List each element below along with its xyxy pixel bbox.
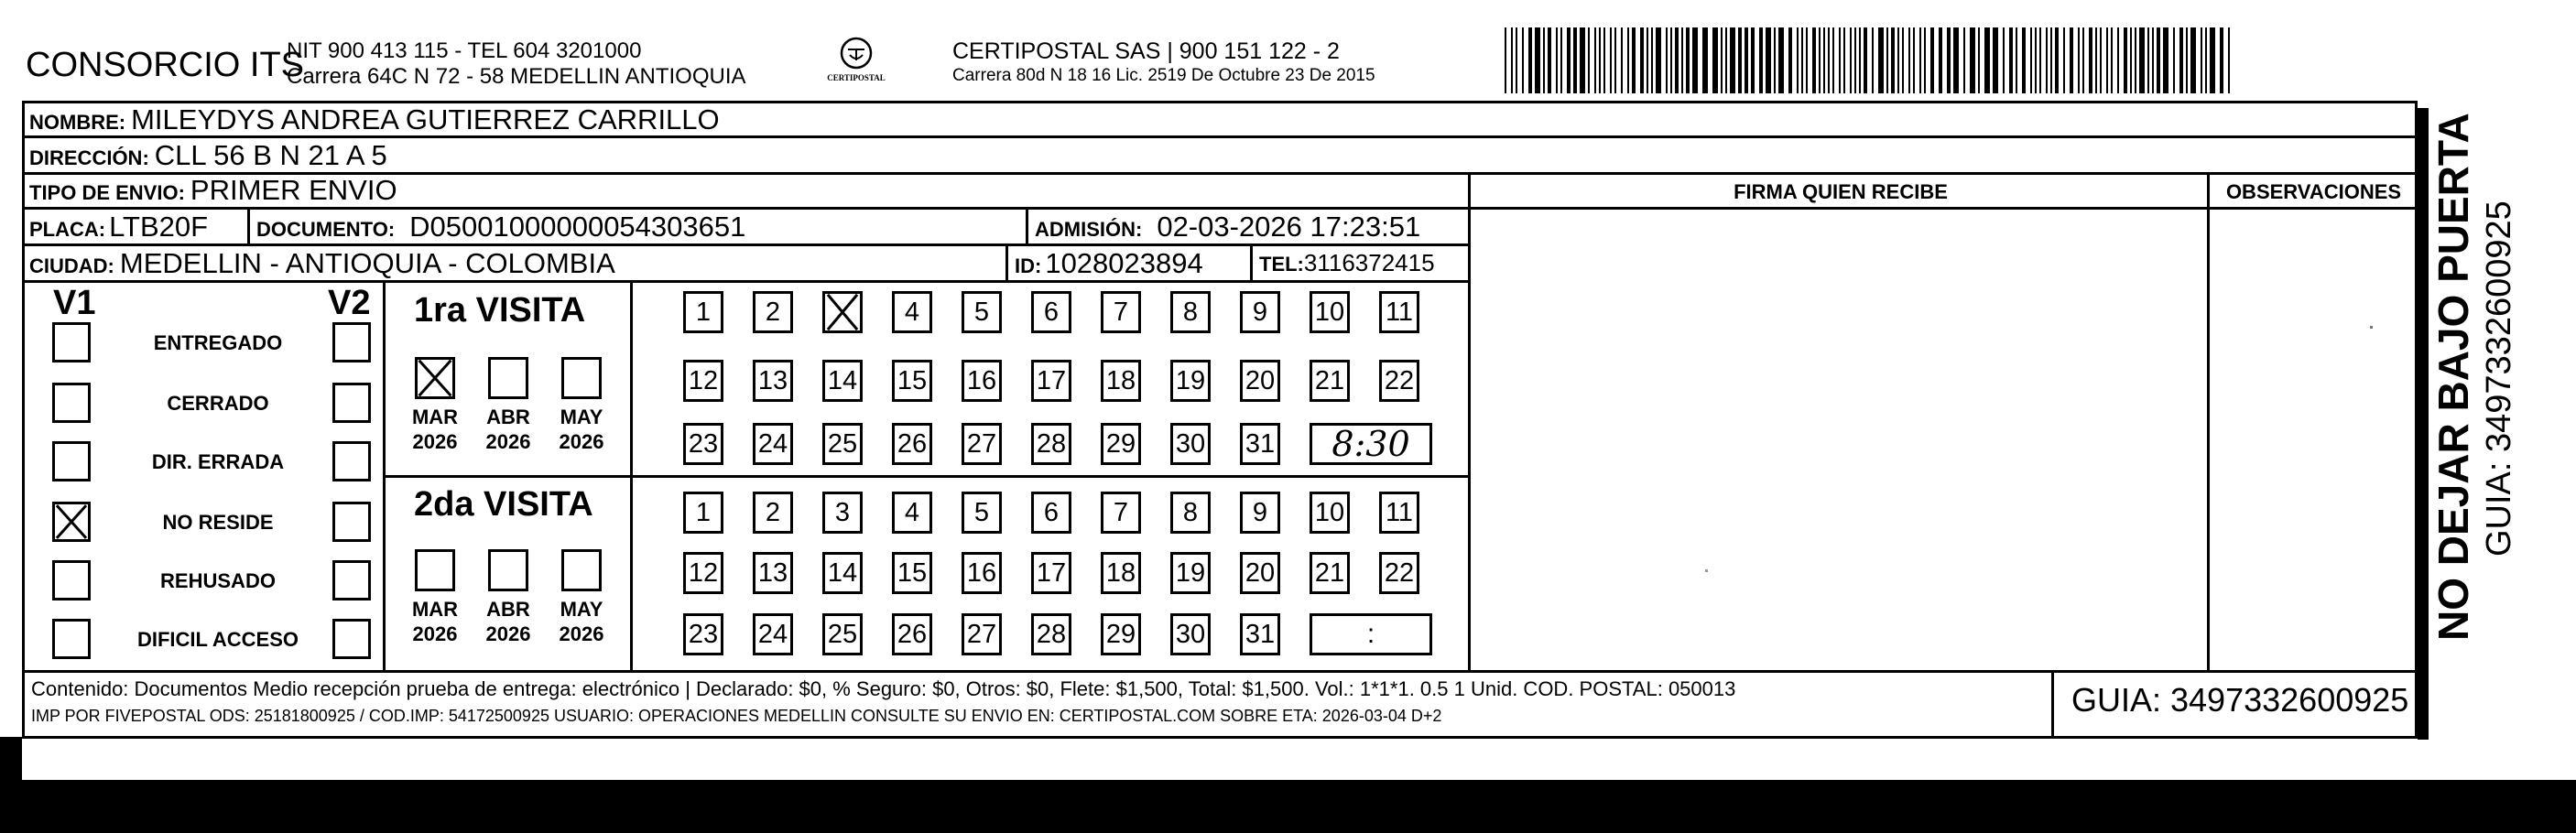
barcode-bar — [1843, 27, 1845, 93]
barcode-bar — [1556, 27, 1558, 93]
id-value: 1028023894 — [1045, 247, 1203, 279]
company-line2: Carrera 64C N 72 - 58 MEDELLIN ANTIOQUIA — [287, 64, 746, 89]
barcode-bar — [1970, 27, 1975, 93]
barcode-bar — [2016, 27, 2017, 93]
barcode-bar — [1913, 27, 1915, 93]
barcode-bar — [1516, 27, 1517, 93]
month-name: MAY — [560, 598, 603, 621]
second-visit-day-box[interactable]: 6 — [1031, 492, 1071, 534]
documento-row — [256, 211, 745, 242]
first-visit-day-box[interactable]: 20 — [1240, 360, 1280, 402]
barcode-bar — [1712, 27, 1718, 93]
barcode-bar — [1599, 27, 1601, 93]
second-visit-day-box[interactable]: 12 — [683, 552, 723, 594]
second-visit-day-box[interactable]: 31 — [1240, 613, 1280, 655]
barcode-bar — [1692, 27, 1698, 93]
second-visit-day-box[interactable]: 19 — [1170, 552, 1211, 594]
carrier-line2: Carrera 80d N 18 16 Lic. 2519 De Octubre 23 De 2015 — [952, 66, 1375, 85]
first-visit-time-field[interactable]: 8:30 — [1310, 423, 1432, 465]
barcode-bar — [2022, 27, 2026, 93]
first-visit-day-box[interactable]: 31 — [1240, 423, 1280, 465]
barcode-bar — [1686, 27, 1690, 93]
barcode-bar — [1751, 27, 1755, 93]
barcode-bar — [2106, 27, 2108, 93]
barcode-bar — [1823, 27, 1825, 93]
second-visit-day-box[interactable]: 18 — [1101, 552, 1141, 594]
direccion-label: DIRECCIÓN: — [29, 146, 149, 169]
nombre-value: MILEYDYS ANDREA GUTIERREZ CARRILLO — [131, 103, 720, 135]
barcode-bar — [2095, 27, 2097, 93]
side-notice: NO DEJAR BAJO PUERTA — [2429, 113, 2477, 641]
barcode-bar — [2124, 27, 2127, 93]
second-visit-day-box[interactable]: 20 — [1240, 552, 1280, 594]
barcode-bar — [1560, 27, 1562, 93]
v1-checkbox[interactable] — [52, 322, 91, 362]
barcode-bar — [2046, 27, 2048, 93]
ciudad-row — [29, 247, 615, 278]
barcode-bar — [1614, 27, 1616, 93]
second-visit-month-box[interactable] — [415, 549, 455, 591]
barcode-bar — [2186, 27, 2188, 93]
barcode-bar — [1978, 27, 1980, 93]
second-visit-day-box[interactable]: 16 — [962, 552, 1002, 594]
barcode-bar — [1548, 27, 1551, 93]
month-name: MAY — [560, 406, 603, 428]
first-visit-day-box[interactable]: 13 — [753, 360, 793, 402]
barcode-bar — [1670, 27, 1672, 93]
barcode-bar — [2147, 27, 2149, 93]
barcode — [1505, 27, 2235, 93]
barcode-bar — [1839, 27, 1841, 93]
barcode-bar — [1573, 27, 1577, 93]
ciudad-value: MEDELLIN - ANTIOQUIA - COLOMBIA — [119, 247, 615, 279]
month-year: 2026 — [412, 622, 458, 645]
second-visit-day-box[interactable]: 1 — [683, 492, 723, 534]
first-visit-day-box[interactable]: 15 — [892, 360, 932, 402]
barcode-bar — [1788, 27, 1792, 93]
barcode-bar — [2163, 27, 2168, 93]
barcode-bar — [1640, 27, 1644, 93]
second-visit-day-box[interactable]: 27 — [962, 613, 1002, 655]
barcode-bar — [1832, 27, 1834, 93]
barcode-bar — [2050, 27, 2052, 93]
first-visit-day-box[interactable]: 5 — [962, 291, 1002, 333]
v1-header: V1 — [53, 284, 96, 322]
month-year: 2026 — [485, 622, 531, 645]
barcode-bar — [1801, 27, 1803, 93]
barcode-bar — [1939, 27, 1942, 93]
barcode-bar — [1774, 27, 1776, 93]
v2-checkbox[interactable] — [332, 502, 371, 542]
status-label: NO RESIDE — [162, 511, 274, 534]
month-year: 2026 — [485, 430, 531, 453]
barcode-bar — [1984, 27, 1990, 93]
barcode-bar — [1725, 27, 1727, 93]
certipostal-logo — [827, 35, 886, 90]
barcode-bar — [1647, 27, 1648, 93]
second-visit-day-box[interactable]: 26 — [892, 613, 932, 655]
barcode-bar — [1528, 27, 1532, 93]
status-label: ENTREGADO — [153, 331, 283, 354]
first-visit-day-box[interactable]: 16 — [962, 360, 1002, 402]
first-visit-month-label — [549, 405, 614, 454]
first-visit-day-box[interactable]: 21 — [1310, 360, 1350, 402]
barcode-bar — [2003, 27, 2005, 93]
second-visit-month-box[interactable] — [561, 549, 602, 591]
barcode-bar — [1738, 27, 1742, 93]
barcode-bar — [1702, 27, 1708, 93]
month-year: 2026 — [559, 430, 604, 453]
first-visit-day-box[interactable]: 9 — [1240, 291, 1280, 333]
barcode-bar — [1745, 27, 1748, 93]
first-visit-day-box[interactable]: 18 — [1101, 360, 1141, 402]
first-visit-month-box[interactable] — [415, 357, 455, 399]
first-visit-day-box[interactable]: 30 — [1170, 423, 1211, 465]
v1-checkbox[interactable] — [52, 441, 91, 481]
barcode-bar — [2100, 27, 2102, 93]
tipo-label: TIPO DE ENVIO: — [29, 181, 185, 204]
barcode-bar — [2111, 27, 2113, 93]
first-visit-day-box[interactable]: 17 — [1031, 360, 1071, 402]
barcode-bar — [2157, 27, 2160, 93]
first-visit-day-box[interactable]: 8 — [1170, 291, 1211, 333]
second-visit-day-box[interactable]: 8 — [1170, 492, 1211, 534]
company-line1: NIT 900 413 115 - TEL 604 3201000 — [287, 38, 642, 63]
second-visit-day-box[interactable]: 10 — [1310, 492, 1350, 534]
footer-contenido: Contenido: Documentos Medio recepción prueba de entrega: electrónico | Declarado: $0, % Seguro: $0, Otros: $0, Flete: $1,500, Total: $1,500. Vol.: 1*1*1. 0.5 1 Unid. COD. POSTAL: 050013 — [31, 677, 1736, 700]
second-visit-day-box[interactable]: 23 — [683, 613, 723, 655]
barcode-bar — [1828, 27, 1830, 93]
barcode-bar — [2063, 27, 2065, 93]
company-name: CONSORCIO ITS — [26, 46, 305, 84]
barcode-bar — [2228, 27, 2230, 93]
first-visit-day-box[interactable] — [822, 291, 863, 333]
barcode-bar — [1947, 27, 1951, 93]
first-visit-month-label — [403, 405, 467, 454]
second-visit-day-box[interactable]: 9 — [1240, 492, 1280, 534]
barcode-bar — [1603, 27, 1605, 93]
barcode-bar — [1651, 27, 1653, 93]
barcode-bar — [1627, 27, 1629, 93]
id-label: ID: — [1015, 254, 1042, 277]
first-visit-day-box[interactable]: 12 — [683, 360, 723, 402]
barcode-bar — [1681, 27, 1683, 93]
barcode-bar — [2030, 27, 2032, 93]
barcode-bar — [1897, 27, 1899, 93]
barcode-bar — [1993, 27, 1998, 93]
v2-checkbox[interactable] — [332, 383, 371, 423]
first-visit-day-box[interactable]: 26 — [892, 423, 932, 465]
barcode-bar — [1535, 27, 1540, 93]
barcode-bar — [1594, 27, 1596, 93]
second-visit-month-label — [403, 597, 467, 646]
barcode-bar — [2078, 27, 2080, 93]
barcode-bar — [1902, 27, 1904, 93]
shadow-left — [0, 737, 22, 783]
barcode-bar — [1854, 27, 1856, 93]
barcode-bar — [1766, 27, 1771, 93]
speck — [1705, 569, 1708, 572]
first-visit-day-box[interactable]: 10 — [1310, 291, 1350, 333]
barcode-bar — [2179, 27, 2183, 93]
tipo-value: PRIMER ENVIO — [190, 174, 397, 206]
v1-checkbox[interactable] — [52, 383, 91, 423]
barcode-bar — [2117, 27, 2119, 93]
barcode-bar — [2039, 27, 2041, 93]
first-visit-month-box[interactable] — [488, 357, 528, 399]
direccion-value: CLL 56 B N 21 A 5 — [154, 139, 387, 171]
nombre-label: NOMBRE: — [29, 111, 126, 134]
second-visit-day-box[interactable]: 30 — [1170, 613, 1211, 655]
barcode-bar — [2135, 27, 2136, 93]
barcode-bar — [1730, 27, 1735, 93]
barcode-bar — [1953, 27, 1959, 93]
second-visit-day-box[interactable]: 25 — [822, 613, 863, 655]
barcode-bar — [1511, 27, 1513, 93]
barcode-bar — [1778, 27, 1784, 93]
documento-label: DOCUMENTO: — [256, 218, 396, 241]
ciudad-label: CIUDAD: — [29, 254, 114, 277]
footer-impresion: IMP POR FIVEPOSTAL ODS: 25181800925 / COD.IMP: 54172500925 USUARIO: OPERACIONES MEDELLIN CONSULTE SU ENVIO EN: CERTIPOSTAL.COM SOBRE ETA: 2026-03-04 D+2 — [31, 707, 1442, 725]
barcode-bar — [2055, 27, 2059, 93]
second-visit-month-label — [549, 597, 614, 646]
barcode-bar — [1610, 27, 1612, 93]
first-visit-day-box[interactable]: 29 — [1101, 423, 1141, 465]
barcode-bar — [2205, 27, 2207, 93]
barcode-bar — [1543, 27, 1545, 93]
second-visit-day-box[interactable]: 5 — [962, 492, 1002, 534]
shadow-bottom — [0, 780, 2576, 833]
first-visit-day-box[interactable]: 14 — [822, 360, 863, 402]
month-name: MAR — [411, 598, 459, 621]
barcode-bar — [2190, 27, 2196, 93]
month-name: ABR — [486, 406, 530, 428]
first-visit-day-box[interactable]: 1 — [683, 291, 723, 333]
first-visit-day-box[interactable]: 24 — [753, 423, 793, 465]
barcode-bar — [2130, 27, 2132, 93]
status-label: REHUSADO — [160, 569, 276, 592]
observaciones-header: OBSERVACIONES — [2225, 180, 2402, 203]
barcode-bar — [1812, 27, 1816, 93]
v2-checkbox[interactable] — [332, 560, 371, 600]
second-visit-month-label — [476, 597, 540, 646]
barcode-bar — [1505, 27, 1506, 93]
barcode-bar — [2201, 27, 2202, 93]
second-visit-month-box[interactable] — [488, 549, 528, 591]
tel-value: 3116372415 — [1303, 249, 1435, 276]
admision-label: ADMISIÓN: — [1035, 218, 1143, 241]
month-name: ABR — [486, 598, 530, 621]
barcode-bar — [1919, 27, 1921, 93]
placa-label: PLACA: — [29, 218, 106, 241]
v2-checkbox[interactable] — [332, 441, 371, 481]
month-name: MAR — [411, 406, 459, 428]
second-visit-time-field[interactable]: : — [1310, 613, 1432, 655]
nombre-row — [29, 103, 720, 136]
barcode-bar — [2173, 27, 2175, 93]
barcode-bar — [1656, 27, 1661, 93]
tel-label: TEL: — [1259, 253, 1304, 276]
v1-checkbox[interactable] — [52, 502, 91, 542]
barcode-bar — [1872, 27, 1874, 93]
footer-guia: GUIA: 3497332600925 — [2071, 681, 2409, 719]
id-row — [1015, 247, 1203, 278]
documento-value: D05001000000054303651 — [409, 211, 746, 243]
placa-row — [29, 211, 208, 242]
status-label: CERRADO — [167, 392, 269, 415]
barcode-bar — [1924, 27, 1926, 93]
v2-header: V2 — [328, 284, 371, 322]
barcode-bar — [1567, 27, 1571, 93]
barcode-bar — [1963, 27, 1965, 93]
second-visit-day-box[interactable]: 17 — [1031, 552, 1071, 594]
second-visit-day-box[interactable]: 11 — [1379, 492, 1419, 534]
first-visit-day-box[interactable]: 22 — [1379, 360, 1419, 402]
tipo-row — [29, 174, 397, 205]
month-year: 2026 — [412, 430, 458, 453]
barcode-bar — [2139, 27, 2145, 93]
placa-value: LTB20F — [109, 211, 209, 243]
first-visit-day-box[interactable]: 4 — [892, 291, 932, 333]
second-visit-title: 2da VISITA — [414, 485, 593, 524]
first-visit-day-box[interactable]: 19 — [1170, 360, 1211, 402]
second-visit-day-box[interactable]: 2 — [753, 492, 793, 534]
status-label: DIFICIL ACCESO — [136, 628, 299, 651]
barcode-bar — [2009, 27, 2013, 93]
barcode-bar — [2220, 27, 2223, 93]
month-year: 2026 — [559, 622, 604, 645]
first-visit-day-box[interactable]: 23 — [683, 423, 723, 465]
second-visit-day-box[interactable]: 15 — [892, 552, 932, 594]
barcode-bar — [1930, 27, 1934, 93]
first-visit-day-box[interactable]: 25 — [822, 423, 863, 465]
barcode-bar — [1891, 27, 1895, 93]
admision-value: 02-03-2026 17:23:51 — [1157, 211, 1421, 243]
second-visit-day-box[interactable]: 3 — [822, 492, 863, 534]
barcode-bar — [1632, 27, 1636, 93]
second-visit-day-box[interactable]: 24 — [753, 613, 793, 655]
barcode-bar — [2210, 27, 2215, 93]
barcode-bar — [1721, 27, 1723, 93]
second-visit-day-box[interactable]: 28 — [1031, 613, 1071, 655]
barcode-bar — [1621, 27, 1623, 93]
second-visit-day-box[interactable]: 22 — [1379, 552, 1419, 594]
second-visit-day-box[interactable]: 29 — [1101, 613, 1141, 655]
first-visit-day-box[interactable]: 11 — [1379, 291, 1419, 333]
v2-checkbox[interactable] — [332, 322, 371, 362]
barcode-bar — [1864, 27, 1867, 93]
barcode-bar — [1806, 27, 1808, 93]
barcode-bar — [1850, 27, 1852, 93]
barcode-bar — [2152, 27, 2154, 93]
barcode-bar — [1675, 27, 1679, 93]
carrier-line1: CERTIPOSTAL SAS | 900 151 122 - 2 — [952, 38, 1340, 64]
barcode-bar — [2082, 27, 2084, 93]
v1-checkbox[interactable] — [52, 619, 91, 659]
first-visit-day-box[interactable]: 7 — [1101, 291, 1141, 333]
first-visit-title: 1ra VISITA — [414, 291, 586, 330]
shadow-right — [2418, 108, 2429, 740]
first-visit-day-box[interactable]: 27 — [962, 423, 1002, 465]
barcode-bar — [2070, 27, 2073, 93]
first-visit-day-box[interactable]: 28 — [1031, 423, 1071, 465]
barcode-bar — [2035, 27, 2037, 93]
barcode-bar — [1886, 27, 1888, 93]
first-visit-day-box[interactable]: 2 — [753, 291, 793, 333]
barcode-bar — [1908, 27, 1910, 93]
barcode-bar — [1797, 27, 1799, 93]
second-visit-day-box[interactable]: 7 — [1101, 492, 1141, 534]
barcode-bar — [1859, 27, 1861, 93]
barcode-bar — [2089, 27, 2092, 93]
svg-text:CERTIPOSTAL: CERTIPOSTAL — [827, 73, 886, 82]
barcode-bar — [1588, 27, 1590, 93]
second-visit-day-box[interactable]: 4 — [892, 492, 932, 534]
first-visit-month-label — [476, 405, 540, 454]
barcode-bar — [1666, 27, 1668, 93]
second-visit-day-box[interactable]: 21 — [1310, 552, 1350, 594]
direccion-row — [29, 139, 387, 172]
side-guia: GUIA: 3497332600925 — [2480, 200, 2518, 557]
admision-row — [1035, 211, 1420, 242]
barcode-bar — [1522, 27, 1524, 93]
first-visit-month-box[interactable] — [561, 357, 602, 399]
v1-checkbox[interactable] — [52, 560, 91, 600]
firma-header: FIRMA QUIEN RECIBE — [1734, 180, 1948, 203]
barcode-bar — [1878, 27, 1884, 93]
first-visit-day-box[interactable]: 6 — [1031, 291, 1071, 333]
barcode-bar — [1819, 27, 1821, 93]
second-visit-day-box[interactable]: 13 — [753, 552, 793, 594]
status-label: DIR. ERRADA — [151, 450, 285, 473]
barcode-bar — [1580, 27, 1585, 93]
barcode-bar — [1759, 27, 1763, 93]
second-visit-day-box[interactable]: 14 — [822, 552, 863, 594]
v2-checkbox[interactable] — [332, 619, 371, 659]
speck — [2370, 326, 2373, 329]
tel-row — [1259, 249, 1435, 280]
